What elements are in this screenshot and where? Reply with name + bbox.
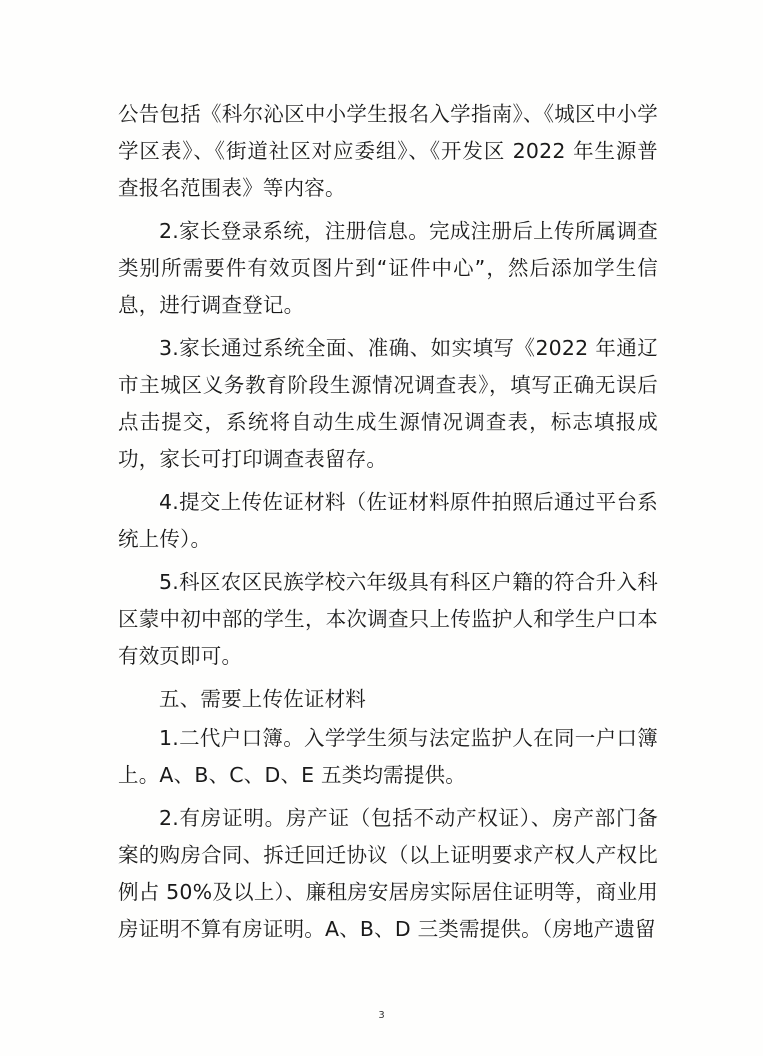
paragraph-step-3-fill-form: 3.家长通过系统全面、准确、如实填写《2022 年通辽市主城区义务教育阶段生源情况调查表》，填写正确无误后点击提交，系统将自动生成生源情况调查表，标志填报成功，家长可打印调查表留存。	[118, 336, 658, 471]
paragraph-announcement-contents: 公告包括《科尔沁区中小学生报名入学指南》、《城区中小学学区表》、《街道社区对应委组》、《开发区 2022 年生源普查报名范围表》等内容。	[118, 102, 658, 200]
paragraph-step-2-register: 2.家长登录系统，注册信息。完成注册后上传所属调查类别所需要件有效页图片到“证件中心”，然后添加学生信息，进行调查登记。	[118, 219, 658, 317]
paragraph-step-5-ethnic-schools: 5.科区农区民族学校六年级具有科区户籍的符合升入科区蒙中初中部的学生，本次调查只上传监护人和学生户口本有效页即可。	[118, 570, 658, 668]
paragraph-material-2-housing: 2.有房证明。房产证（包括不动产权证）、房产部门备案的购房合同、拆迁回迁协议（以上证明要求产权人产权比例占 50%及以上）、廉租房安居房实际居住证明等，商业用房证明不算有房证明。A、B、D 三类需提供。（房地产遗留	[118, 806, 658, 941]
document-body	[118, 96, 658, 954]
page-number: 3	[378, 1010, 385, 1021]
paragraph-step-4-upload: 4.提交上传佐证材料（佐证材料原件拍照后通过平台系统上传）。	[118, 490, 658, 551]
paragraph-material-1-household: 1.二代户口簿。入学学生须与法定监护人在同一户口簿上。A、B、C、D、E 五类均需提供。	[118, 726, 658, 787]
section-heading-materials: 五、需要上传佐证材料	[159, 687, 366, 711]
